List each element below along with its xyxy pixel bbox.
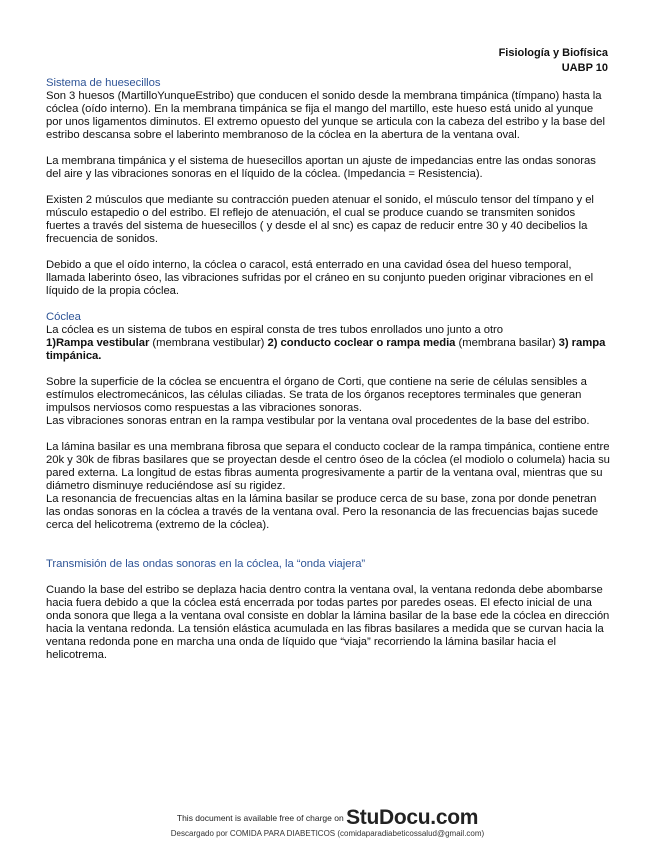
tube-2-label: 2) conducto coclear o rampa media <box>267 337 456 349</box>
studocu-logo[interactable]: StuDocu.com <box>346 806 479 829</box>
paragraph: La resonancia de frecuencias altas en la lámina basilar se produce cerca de su base, zona por donde penetran las ondas sonoras en la cóclea a través de la ventana oval. Pero la resonancia de las frecuencias bajas sucede cerca del helicotrema (extremo de la cóclea). <box>46 493 599 531</box>
tube-1-note: (membrana vestibular) <box>149 337 268 349</box>
paragraph: Las vibraciones sonoras entran en la rampa vestibular por la ventana oval procedentes de la base del estribo. <box>46 415 590 427</box>
document-body <box>46 77 612 662</box>
section-heading-huesecillos: Sistema de huesecillos <box>46 77 161 89</box>
paragraph: Debido a que el oído interno, la cóclea o caracol, está enterrado en una cavidad ósea del hueso temporal, llamada laberinto óseo, las vibraciones sufridas por el cráneo en su conjunto pueden originar vibraciones en el líquido de la propia cóclea. <box>46 259 594 297</box>
availability-text: This document is available free of charge on <box>176 813 344 823</box>
tube-1-label: 1)Rampa vestibular <box>46 337 150 349</box>
paragraph: La membrana timpánica y el sistema de huesecillos aportan un ajuste de impedancias entre las ondas sonoras del aire y las vibraciones sonoras en el líquido de la cóclea. (Impedancia = Resistencia). <box>46 155 596 180</box>
section-heading-onda-viajera: Transmisión de las ondas sonoras en la cóclea, la “onda viajera” <box>46 558 366 570</box>
footer-availability <box>0 806 655 830</box>
section-heading-coclea: Cóclea <box>46 311 81 323</box>
paragraph: La cóclea es un sistema de tubos en espiral consta de tres tubos enrollados uno junto a otro <box>46 324 503 336</box>
paragraph: Sobre la superficie de la cóclea se encuentra el órgano de Corti, que contiene na serie de células sensibles a estímulos electromecánicos, las células ciliadas. Se trata de los órganos receptores terminales que generan impulsos nerviosos como respuestas a las vibraciones sonoras. <box>46 376 587 414</box>
tube-list <box>46 337 612 363</box>
footer-download-notice: Descargado por COMIDA PARA DIABETICOS (comidaparadiabeticossalud@gmail.com) <box>170 829 485 838</box>
paragraph: Son 3 huesos (MartilloYunqueEstribo) que conducen el sonido desde la membrana timpánica (tímpano) hasta la cóclea (oído interno). En la membrana timpánica se fija el mango del martillo, este hueso está unido al yunque por unos ligamentos diminutos. El extremo opuesto del yunque se articula con la cabeza del estribo y la base del estribo descansa sobre el laberinto membranoso de la cóclea en la abertura de la ventana oval. <box>46 90 605 141</box>
tube-3-label: 3) rampa timpánica. <box>46 337 606 362</box>
paragraph: La lámina basilar es una membrana fibrosa que separa el conducto coclear de la rampa timpánica, contiene entre 20k y 30k de fibras basilares que se proyectan desde el centro óseo de la cóclea (el modiolo o columela) hacia su pared externa. La longitud de estas fibras aumenta progresivamente a partir de la ventana oval, mientras que su diámetro disminuye reduciéndose así su rigidez. <box>46 441 610 492</box>
header-unit-label: UABP 10 <box>561 62 608 74</box>
header-course-title: Fisiología y Biofísica <box>498 47 608 59</box>
paragraph: Cuando la base del estribo se deplaza hacia dentro contra la ventana oval, la ventana redonda debe abombarse hacia fuera debido a que la cóclea está encerrada por todas partes por paredes oseas. El efecto inicial de una onda sonora que llega a la ventana oval consiste en doblar la lámina basilar de la base ede la cóclea en dirección hacia la ventana redonda. La tensión elástica acumulada en las fibras basilares a medida que se curvan hacia la ventana redonda pone en marcha una onda de líquido que “viaja” recorriendo la lámina basilar hacia el helicotrema. <box>46 584 610 661</box>
page-header <box>499 46 608 76</box>
paragraph: Existen 2 músculos que mediante su contracción pueden atenuar el sonido, el músculo tensor del tímpano y el músculo estapedio o del estribo. El reflejo de atenuación, el cual se produce cuando se transmiten sonidos fuertes a través del sistema de huesecillos ( y desde el al snc) es capaz de reducir entre 30 y 40 decibelios la frecuencia de sonidos. <box>46 194 594 245</box>
tube-2-note: (membrana basilar) <box>455 337 559 349</box>
